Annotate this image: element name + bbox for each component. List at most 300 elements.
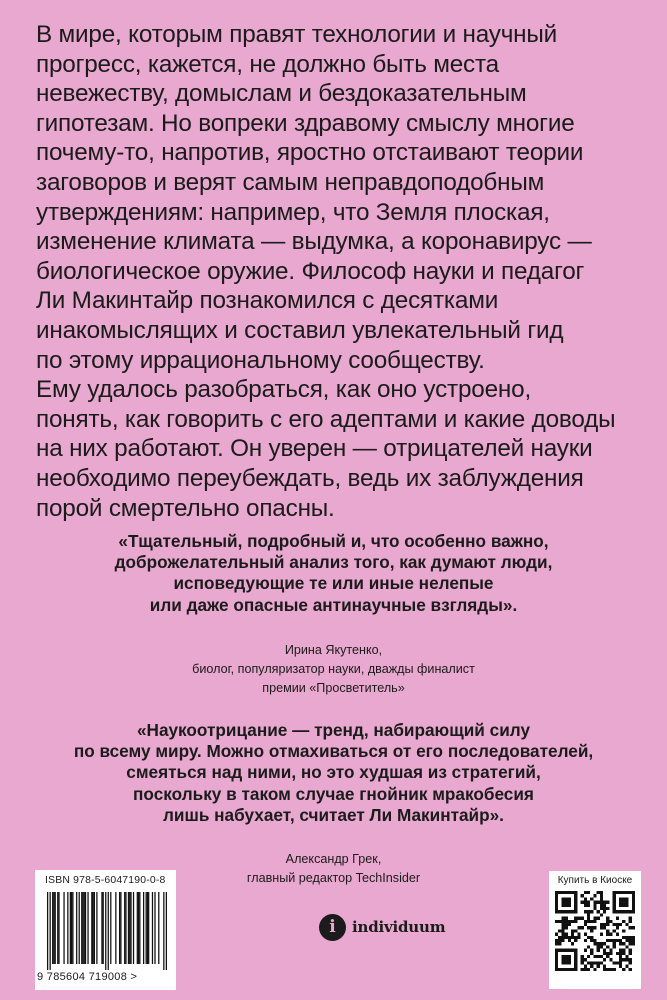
qr-module [619, 939, 622, 942]
quote-1-line: «Тщательный, подробный и, что особенно важно, [118, 531, 549, 551]
qr-module [581, 961, 584, 964]
qr-module [593, 942, 596, 945]
quote-1-line: исповедующие те или иные нелепые [173, 573, 494, 594]
barcode-bar [94, 892, 95, 964]
qr-module [632, 910, 635, 913]
qr-module [568, 910, 571, 913]
quote-1-attribution [0, 641, 667, 698]
qr-module [581, 968, 584, 971]
barcode-bar [154, 892, 155, 964]
qr-module [619, 942, 622, 945]
qr-module [629, 891, 632, 894]
barcode-bar [67, 892, 68, 964]
qr-module [622, 891, 625, 894]
qr-module [606, 929, 609, 932]
publisher-logo [319, 909, 445, 945]
qr-module [597, 910, 600, 913]
blurb-line: заговоров и верят самым неправдоподобным [36, 168, 545, 196]
qr-module [555, 949, 558, 952]
qr-module [568, 904, 571, 907]
qr-module [606, 968, 609, 971]
qr-module [584, 933, 587, 936]
barcode-bar [72, 892, 73, 964]
qr-module [584, 939, 587, 942]
qr-module [565, 961, 568, 964]
qr-module [597, 901, 600, 904]
qr-module [616, 910, 619, 913]
qr-module [568, 891, 571, 894]
qr-module [606, 933, 609, 936]
barcode-bar [130, 892, 131, 964]
blurb-line: Ему удалось разобраться, как оно устроено, [36, 376, 531, 404]
qr-module [568, 949, 571, 952]
barcode-bar [147, 892, 148, 964]
qr-module [629, 910, 632, 913]
barcode-bar [152, 892, 153, 964]
qr-module [584, 949, 587, 952]
qr-module [613, 945, 616, 948]
barcode-bar [63, 892, 64, 964]
qr-module [581, 917, 584, 920]
qr-module [574, 917, 577, 920]
qr-module [558, 936, 561, 939]
qr-module [587, 920, 590, 923]
qr-module [561, 904, 564, 907]
qr-module [574, 904, 577, 907]
qr-module [555, 939, 558, 942]
qr-module [558, 929, 561, 932]
qr-module [561, 917, 564, 920]
qr-module [561, 961, 564, 964]
blurb-line: невежеству, домыслам и бездоказательным [36, 80, 527, 108]
qr-panel[interactable] [549, 871, 641, 989]
barcode-bar [57, 892, 58, 964]
qr-module [590, 952, 593, 955]
quote-2 [0, 720, 667, 826]
blurb-line: Ли Макинтайр познакомился с десятками [36, 287, 499, 315]
qr-module [606, 939, 609, 942]
qr-module [555, 920, 558, 923]
qr-module [613, 897, 616, 900]
qr-module [568, 923, 571, 926]
qr-module [584, 923, 587, 926]
qr-module [565, 955, 568, 958]
qr-module [555, 910, 558, 913]
qr-module [609, 920, 612, 923]
qr-module [625, 910, 628, 913]
quote-author: Александр Грек, [285, 852, 382, 866]
qr-module [593, 917, 596, 920]
qr-module [584, 897, 587, 900]
qr-module [597, 961, 600, 964]
qr-module [600, 933, 603, 936]
quote-author-role: главный редактор TechInsider [246, 871, 421, 885]
barcode-bar [70, 892, 71, 964]
qr-module [565, 920, 568, 923]
qr-module [613, 901, 616, 904]
quote-2-line: лишь набухает, считает Ли Макинтайр». [163, 804, 504, 825]
qr-module [600, 904, 603, 907]
qr-module [577, 926, 580, 929]
qr-module [609, 958, 612, 961]
qr-module [584, 958, 587, 961]
barcode-panel [35, 870, 176, 990]
qr-module [568, 901, 571, 904]
barcode-bar [163, 892, 164, 970]
qr-module [613, 894, 616, 897]
qr-module [597, 965, 600, 968]
quote-author: Ирина Якутенко, [284, 643, 383, 657]
qr-module [629, 952, 632, 955]
qr-module [561, 897, 564, 900]
qr-module [632, 942, 635, 945]
quote-author-role: премии «Просветитель» [262, 681, 405, 695]
qr-module [619, 952, 622, 955]
barcode-bar [139, 892, 140, 964]
qr-module [616, 891, 619, 894]
qr-module [629, 939, 632, 942]
qr-module [593, 920, 596, 923]
qr-module [561, 926, 564, 929]
qr-module [555, 901, 558, 904]
qr-module [593, 968, 596, 971]
qr-module [619, 923, 622, 926]
qr-module [565, 904, 568, 907]
qr-module [568, 939, 571, 942]
qr-module [609, 933, 612, 936]
qr-module [606, 920, 609, 923]
qr-module [561, 968, 564, 971]
qr-module [603, 926, 606, 929]
qr-module [632, 897, 635, 900]
blurb-line: гипотезам. Но вопреки здравому смыслу многие [36, 109, 575, 137]
qr-module [555, 897, 558, 900]
blurb-line: В мире, которым правят технологии и научный [36, 21, 558, 48]
qr-module [609, 949, 612, 952]
qr-module [619, 901, 622, 904]
qr-module [574, 958, 577, 961]
qr-module [574, 939, 577, 942]
qr-module [574, 901, 577, 904]
barcode-bar [92, 892, 93, 964]
blurb-line: понять, как говорить с его адептами и какие доводы [36, 405, 616, 433]
qr-module [632, 926, 635, 929]
qr-module [619, 961, 622, 964]
barcode-bar [128, 892, 129, 964]
qr-module [561, 958, 564, 961]
qr-module [619, 897, 622, 900]
qr-module [555, 958, 558, 961]
qr-module [593, 926, 596, 929]
qr-module [574, 965, 577, 968]
qr-module [561, 936, 564, 939]
qr-module [622, 958, 625, 961]
qr-module [625, 945, 628, 948]
barcode-bar [110, 892, 111, 964]
qr-module [555, 907, 558, 910]
barcode-bar [133, 892, 134, 964]
qr-module [555, 955, 558, 958]
qr-module [590, 965, 593, 968]
qr-module [555, 968, 558, 971]
barcode-bar [166, 892, 167, 970]
publisher-name: individuum [352, 918, 446, 936]
qr-module [593, 939, 596, 942]
barcode-bar [146, 892, 147, 964]
qr-module [613, 923, 616, 926]
quote-1 [0, 531, 667, 616]
qr-module [597, 955, 600, 958]
qr-module [587, 945, 590, 948]
qr-module [632, 939, 635, 942]
qr-module [581, 955, 584, 958]
qr-module [561, 910, 564, 913]
qr-module [606, 901, 609, 904]
qr-module [561, 933, 564, 936]
qr-module [571, 920, 574, 923]
qr-module [632, 907, 635, 910]
qr-module [565, 958, 568, 961]
qr-module [613, 939, 616, 942]
qr-module [571, 942, 574, 945]
qr-module [587, 891, 590, 894]
qr-module [597, 891, 600, 894]
qr-module [574, 907, 577, 910]
qr-module [619, 955, 622, 958]
qr-module [613, 942, 616, 945]
qr-module [600, 901, 603, 904]
qr-module [558, 939, 561, 942]
qr-module [629, 917, 632, 920]
qr-module [574, 891, 577, 894]
qr-module [568, 936, 571, 939]
qr-module [581, 958, 584, 961]
qr-module [555, 894, 558, 897]
qr-module [632, 891, 635, 894]
qr-module [565, 891, 568, 894]
qr-module [561, 949, 564, 952]
qr-label: Купить в Киоске [557, 875, 633, 886]
qr-module [555, 952, 558, 955]
qr-module [600, 913, 603, 916]
qr-module [603, 907, 606, 910]
quote-author-role: биолог, популяризатор науки, дважды финалист [192, 662, 475, 676]
qr-module [568, 955, 571, 958]
qr-module [632, 894, 635, 897]
qr-module [571, 910, 574, 913]
qr-module [574, 894, 577, 897]
quote-2-line: смеяться над ними, но это худшая из стратегий, [126, 762, 541, 783]
qr-module [561, 955, 564, 958]
qr-module [603, 901, 606, 904]
qr-module [587, 955, 590, 958]
qr-code-icon[interactable] [555, 891, 635, 971]
qr-module [597, 917, 600, 920]
qr-module [568, 920, 571, 923]
qr-module [565, 933, 568, 936]
qr-module [584, 891, 587, 894]
qr-module [590, 910, 593, 913]
qr-module [629, 926, 632, 929]
qr-module [574, 920, 577, 923]
qr-module [625, 965, 628, 968]
qr-module [555, 942, 558, 945]
qr-module [561, 920, 564, 923]
qr-module [625, 923, 628, 926]
qr-module [574, 968, 577, 971]
barcode-bar [120, 892, 121, 964]
qr-module [613, 907, 616, 910]
barcode-bar [71, 892, 72, 964]
barcode-bar [143, 892, 144, 964]
barcode-bar [148, 892, 149, 964]
qr-module [600, 891, 603, 894]
qr-module [600, 894, 603, 897]
qr-module [600, 955, 603, 958]
blurb-line: необходимо переубеждать, ведь их заблуждения [36, 464, 584, 492]
qr-module [603, 904, 606, 907]
qr-module [616, 933, 619, 936]
qr-module [606, 952, 609, 955]
qr-module [593, 907, 596, 910]
barcode-bar [125, 892, 126, 964]
barcode-bar [91, 892, 92, 964]
qr-module [568, 968, 571, 971]
qr-module [590, 961, 593, 964]
qr-module [574, 955, 577, 958]
qr-module [622, 897, 625, 900]
qr-module [565, 968, 568, 971]
qr-module [625, 958, 628, 961]
quote-1-line: доброжелательный анализ того, как думают люди, [114, 552, 553, 573]
qr-module [619, 949, 622, 952]
qr-module [593, 961, 596, 964]
qr-module [584, 968, 587, 971]
qr-module [603, 965, 606, 968]
qr-module [568, 897, 571, 900]
qr-module [581, 926, 584, 929]
qr-module [597, 949, 600, 952]
qr-module [574, 929, 577, 932]
qr-module [609, 968, 612, 971]
qr-module [613, 910, 616, 913]
qr-module [561, 939, 564, 942]
qr-module [603, 952, 606, 955]
blurb-line: прогресс, кажется, не должно быть места [36, 50, 499, 78]
qr-module [565, 926, 568, 929]
qr-module [558, 942, 561, 945]
qr-module [561, 923, 564, 926]
qr-module [558, 968, 561, 971]
barcode-bar [82, 892, 83, 964]
quote-2-line: поскольку в таком случае гнойник мракобесия [133, 783, 534, 804]
qr-module [577, 933, 580, 936]
qr-module [622, 901, 625, 904]
qr-module [574, 910, 577, 913]
qr-module [571, 929, 574, 932]
qr-module [587, 968, 590, 971]
qr-module [587, 904, 590, 907]
qr-module [632, 901, 635, 904]
barcode-bar [124, 892, 125, 964]
quote-2-line: «Наукоотрицание — тренд, набирающий силу [136, 720, 531, 740]
qr-module [600, 897, 603, 900]
qr-module [593, 901, 596, 904]
barcode-bar [50, 892, 51, 970]
qr-module [613, 891, 616, 894]
qr-module [574, 936, 577, 939]
qr-module [632, 936, 635, 939]
publisher-icon: i [319, 914, 346, 941]
qr-module [590, 949, 593, 952]
qr-module [568, 958, 571, 961]
qr-module [571, 933, 574, 936]
barcode-bar [138, 892, 139, 964]
qr-module [577, 936, 580, 939]
barcode-digits: 9 785604 719008 > [37, 971, 138, 983]
qr-module [555, 961, 558, 964]
blurb-line: на них работают. Он уверен — отрицателей науки [36, 435, 593, 463]
qr-module [603, 923, 606, 926]
qr-module [613, 961, 616, 964]
qr-module [555, 933, 558, 936]
qr-module [600, 923, 603, 926]
qr-module [629, 942, 632, 945]
qr-module [622, 949, 625, 952]
blurb-line: инакомыслящих и составил увлекательный гид [36, 316, 564, 344]
qr-module [593, 894, 596, 897]
qr-module [590, 926, 593, 929]
qr-module [622, 936, 625, 939]
qr-module [581, 894, 584, 897]
qr-module [581, 901, 584, 904]
qr-module [603, 949, 606, 952]
qr-module [600, 926, 603, 929]
qr-module [616, 917, 619, 920]
qr-module [565, 917, 568, 920]
qr-module [606, 917, 609, 920]
qr-module [587, 961, 590, 964]
qr-module [622, 968, 625, 971]
qr-module [555, 965, 558, 968]
qr-module [606, 955, 609, 958]
qr-module [616, 923, 619, 926]
qr-module [584, 901, 587, 904]
qr-module [577, 917, 580, 920]
qr-module [613, 929, 616, 932]
barcode-bar [137, 892, 138, 964]
qr-module [561, 901, 564, 904]
qr-module [616, 926, 619, 929]
qr-module [629, 949, 632, 952]
qr-module [574, 897, 577, 900]
blurb-line: изменение климата — выдумка, а коронавирус — [36, 228, 592, 256]
blurb-text [36, 20, 646, 523]
qr-module [600, 945, 603, 948]
barcode-bar [55, 892, 56, 964]
barcode-bar [84, 892, 85, 964]
qr-module [574, 952, 577, 955]
qr-module [625, 936, 628, 939]
qr-module [619, 965, 622, 968]
qr-module [571, 891, 574, 894]
qr-module [584, 910, 587, 913]
qr-module [587, 917, 590, 920]
barcode-bar [58, 892, 59, 964]
qr-module [603, 958, 606, 961]
qr-module [565, 936, 568, 939]
qr-module [600, 942, 603, 945]
